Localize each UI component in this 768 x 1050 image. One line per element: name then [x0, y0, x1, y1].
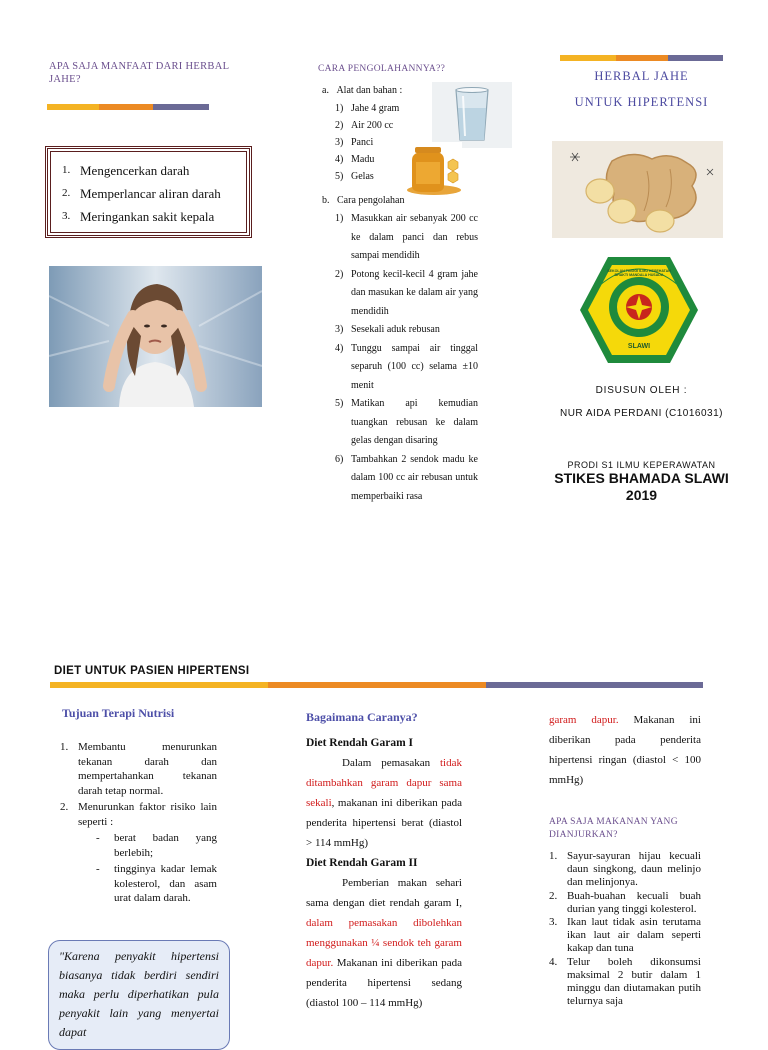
benefit-item: 2. Memperlancar aliran darah — [62, 186, 221, 201]
list-item: 1. Sayur-sayuran hijau kecuali daun singkong, daun melinjo dan melinjonya. — [549, 850, 701, 889]
stripe-divider — [47, 104, 209, 110]
diet-continuation — [549, 710, 701, 790]
honey-jar-photo — [404, 142, 462, 196]
ginger-photo — [552, 141, 723, 238]
ingredient-item: 4) Madu — [335, 154, 375, 165]
logo-text-bottom: SLAWI — [627, 343, 651, 350]
step-list — [335, 210, 478, 506]
diet-method-column — [306, 710, 462, 1013]
sub-list-item: - berat badan yang berlebih; — [96, 832, 217, 859]
list-item: 1. Membantu menurunkan tekanan darah dan mempertahankan tekanan darah tetap normal. — [60, 741, 217, 797]
diet1-text: Dalam pemasakan tidak ditambahkan garam dapur sama sekali, makanan ini diberikan pada penderita hipertensi berat (diastol > 114 mmHg) — [306, 757, 462, 849]
cover-title-line1: HERBAL JAHE — [594, 69, 689, 83]
headache-woman-photo — [49, 266, 262, 407]
diet2-text: Pemberian makan sehari sama dengan diet rendah garam I, dalam pemasakan dibolehkan menggunakan ¼ sendok teh garam dapur. Makanan ini diberikan pada penderita hipertensi sedang (diastol 100 – 114 mmHg) — [306, 877, 462, 1009]
section-a-label: Alat dan bahan : — [336, 85, 403, 96]
cover-title-line2: UNTUK HIPERTENSI — [574, 95, 709, 109]
quote-box — [48, 940, 230, 1050]
year: 2019 — [625, 487, 658, 503]
nutrition-goal-title: Tujuan Terapi Nutrisi — [62, 706, 175, 720]
diet3-text: garam dapur. Makanan ini diberikan pada penderita hipertensi ringan (diastol < 100 mmHg) — [549, 714, 701, 786]
list-item: 2. Menurunkan faktor risiko lain seperti : — [60, 801, 217, 828]
section-a-marker: a. — [322, 85, 329, 96]
stikes-logo — [578, 255, 700, 365]
section-a — [322, 82, 402, 99]
section-b-label: Cara pengolahan — [337, 195, 405, 206]
sub-list-item: - tingginya kadar lemak kolesterol, dan asam urat dalam darah. — [96, 863, 217, 904]
ingredient-item: 5) Gelas — [335, 171, 374, 182]
diet2-title: Diet Rendah Garam II — [306, 857, 418, 869]
step-item: 1) Masukkan air sebanyak 200 cc ke dalam panci dan rebus sampai mendidih — [335, 213, 478, 261]
ingredient-item: 1) Jahe 4 gram — [335, 103, 400, 114]
recommended-food-heading: APA SAJA MAKANAN YANG DIANJURKAN? — [549, 817, 678, 840]
step-item: 5) Matikan api kemudian tuangkan rebusan ke dalam gelas dengan disaring — [335, 398, 478, 446]
prepared-by-label: DISUSUN OLEH : — [595, 385, 688, 396]
step-item: 3) Sesekali aduk rebusan — [335, 324, 440, 335]
stripe-divider — [560, 55, 723, 61]
step-item: 6) Tambahkan 2 sendok madu ke dalam 100 cc air rebusan untuk memperbaiki rasa — [335, 453, 478, 502]
benefit-item: 1. Mengencerkan darah — [62, 163, 190, 178]
study-program: PRODI S1 ILMU KEPERAWATAN — [567, 460, 716, 470]
benefits-box — [45, 146, 252, 238]
diet-method-title: Bagaimana Caranya? — [306, 710, 418, 724]
diet1-title: Diet Rendah Garam I — [306, 737, 414, 749]
ingredient-list — [335, 100, 399, 185]
nutrition-goal-list — [60, 740, 217, 906]
benefits-heading: APA SAJA MANFAAT DARI HERBAL JAHE? — [49, 61, 229, 85]
section-b-marker: b. — [322, 195, 330, 206]
step-item: 2) Potong kecil-kecil 4 gram jahe dan masukan ke dalam air yang mendidih — [335, 268, 478, 317]
processing-heading: CARA PENGOLAHANNYA?? — [318, 64, 446, 74]
institution-name: STIKES BHAMADA SLAWI — [554, 470, 729, 486]
stripe-divider — [50, 682, 703, 688]
quote-text: "Karena penyakit hipertensi biasanya tidak berdiri sendiri maka perlu diperhatikan pula penyakit lain yang menyertai dapat — [59, 949, 219, 1039]
benefit-item: 3. Meringankan sakit kepala — [62, 209, 215, 224]
ingredient-item: 2) Air 200 cc — [335, 120, 394, 131]
logo-text-top: SEKOLAH TINGGI ILMU KESEHATAN BHAKTI MANDALA HUSADA — [607, 269, 671, 277]
list-item: 4. Telur boleh dikonsumsi maksimal 2 butir dalam 1 minggu dan diutamakan putih telurnya saja — [549, 955, 701, 1008]
diet-heading: DIET UNTUK PASIEN HIPERTENSI — [54, 665, 250, 677]
list-item: 2. Buah-buahan kecuali buah durian yang tinggi kolesterol. — [549, 889, 701, 915]
author-name: NUR AIDA PERDANI (C1016031) — [559, 408, 723, 419]
ingredient-item: 3) Panci — [335, 137, 374, 148]
recommended-food-list — [549, 850, 701, 1008]
step-item: 4) Tunggu sampai air tinggal separuh (100 cc) selama ±10 menit — [335, 342, 478, 391]
section-b — [322, 192, 404, 209]
list-item: 3. Ikan laut tidak asin terutama ikan laut air dalam seperti kakap dan tuna — [549, 916, 701, 955]
water-glass-photo — [432, 82, 512, 148]
